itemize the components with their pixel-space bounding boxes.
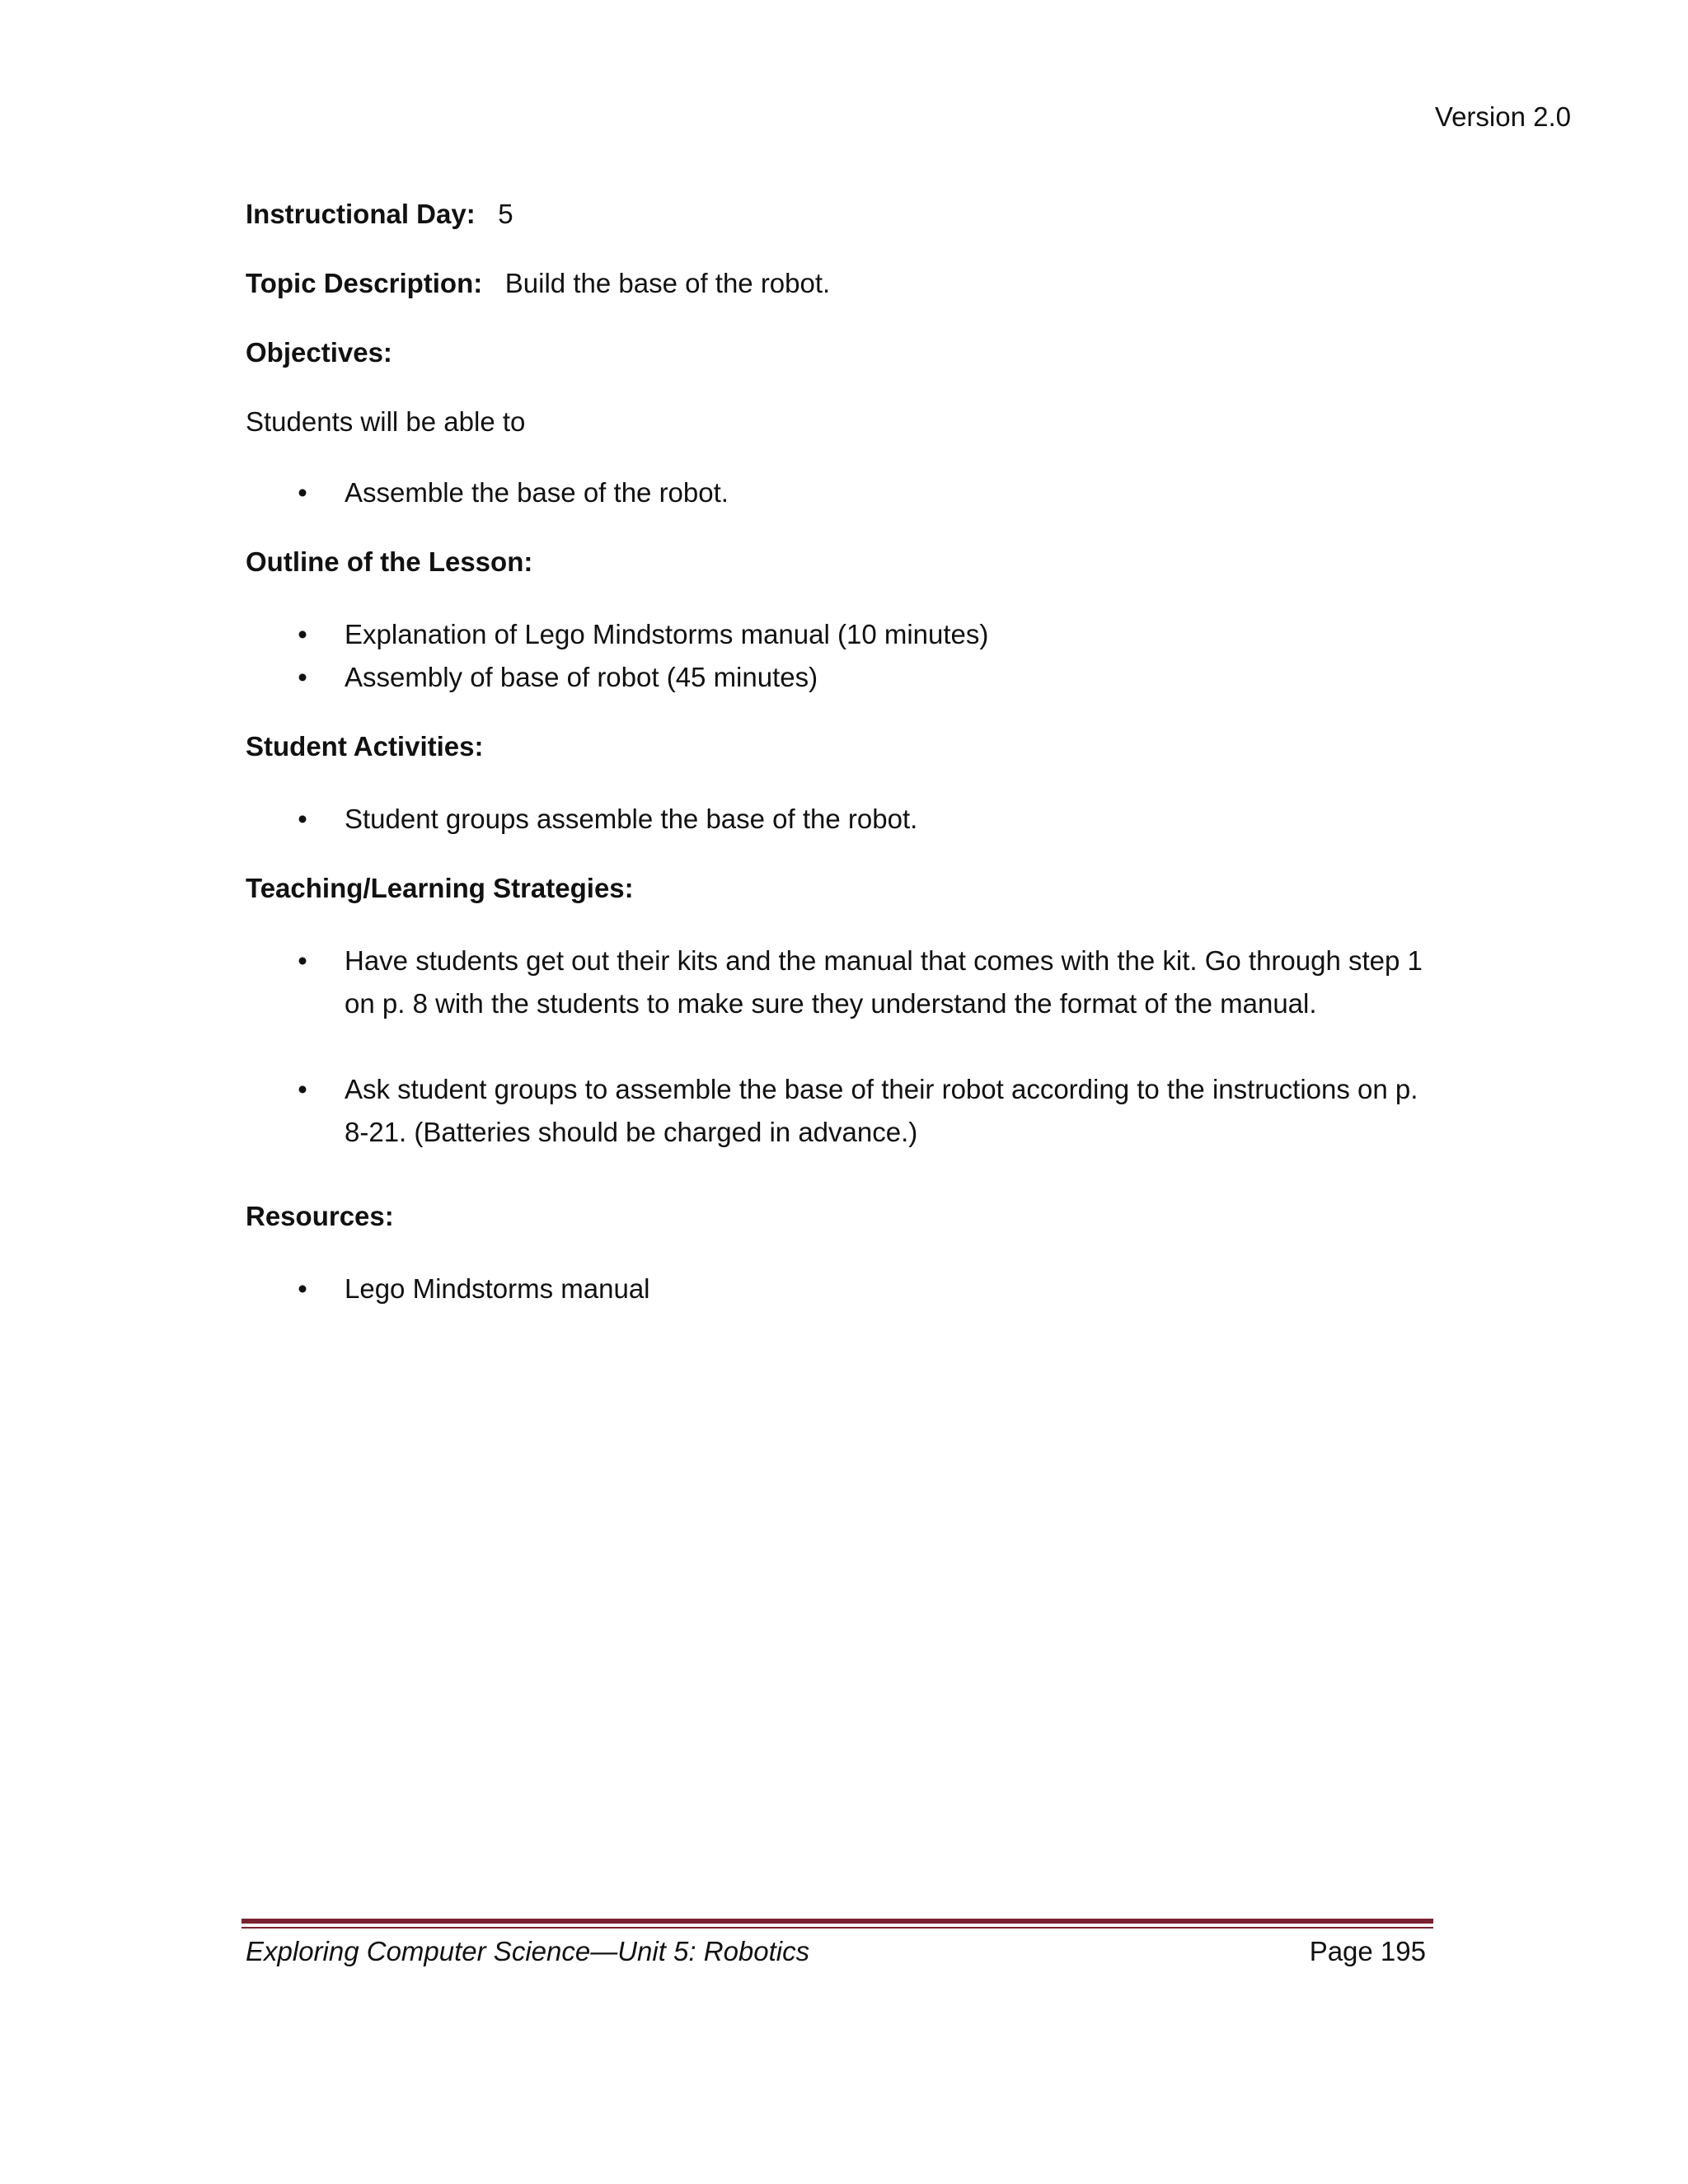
footer-divider-thin: [241, 1927, 1433, 1929]
topic-description-label: Topic Description:: [246, 268, 483, 298]
objective-item: Assemble the base of the robot.: [345, 477, 729, 508]
outline-item: Assembly of base of robot (45 minutes): [345, 662, 818, 692]
topic-description-line: [246, 267, 830, 300]
page-number: Page 195: [1309, 1936, 1426, 1966]
bullet-icon: •: [298, 1273, 307, 1304]
bullet-icon: •: [298, 1074, 307, 1104]
footer-divider: [241, 1919, 1433, 1924]
instructional-day-line: [246, 198, 513, 231]
strategy-item: Have students get out their kits and the manual that comes with the kit. Go through step 1 on p. 8 with the students to make sure they understand the format of the manual.: [345, 945, 1423, 1019]
topic-description-value: Build the base of the robot.: [504, 268, 831, 298]
objectives-intro: Students will be able to: [246, 406, 526, 437]
bullet-icon: •: [298, 804, 307, 834]
outline-heading: Outline of the Lesson:: [246, 546, 533, 577]
activities-heading: Student Activities:: [246, 731, 484, 762]
resources-heading: Resources:: [246, 1201, 394, 1231]
bullet-icon: •: [298, 662, 307, 692]
strategy-item: Ask student groups to assemble the base of their robot according to the instructions on p. 8-21. (Batteries should be charged in advance.): [345, 1074, 1418, 1147]
objectives-heading: Objectives:: [246, 337, 392, 368]
footer-title: Exploring Computer Science—Unit 5: Robotics: [246, 1936, 810, 1966]
bullet-icon: •: [298, 619, 307, 649]
bullet-icon: •: [298, 945, 307, 976]
bullet-icon: •: [298, 477, 307, 508]
activity-item: Student groups assemble the base of the robot.: [345, 804, 918, 834]
instructional-day-value: 5: [498, 199, 513, 229]
version-label: Version 2.0: [1434, 101, 1571, 132]
outline-item: Explanation of Lego Mindstorms manual (10 minutes): [345, 619, 989, 649]
instructional-day-label: Instructional Day:: [246, 199, 476, 229]
strategies-heading: Teaching/Learning Strategies:: [246, 873, 634, 903]
resource-item: Lego Mindstorms manual: [345, 1273, 650, 1304]
